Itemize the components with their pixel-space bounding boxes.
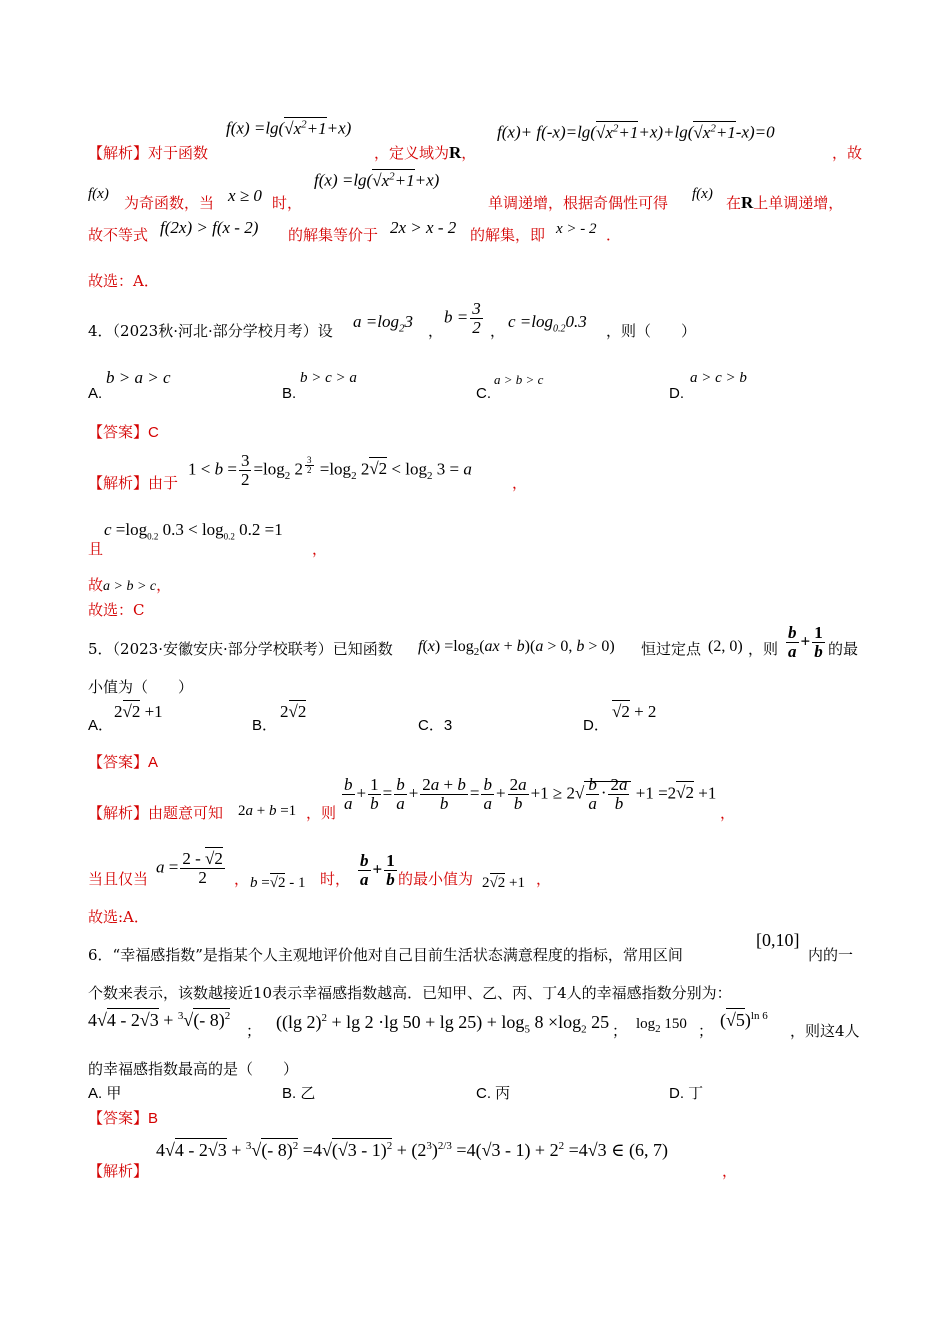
- q6-option-a[interactable]: A. 甲: [88, 1085, 122, 1102]
- q5-option-b[interactable]: B．: [252, 717, 278, 734]
- q3-analysis-line1: 【解析】对于函数: [88, 144, 209, 162]
- q6-option-d[interactable]: D. 丁: [669, 1085, 704, 1102]
- q6-option-c[interactable]: C. 丙: [476, 1085, 511, 1102]
- q5-option-a[interactable]: A．: [88, 717, 114, 734]
- math-odd-check: $f(x)+ f(-x)=\lg(√x^2+1+x)+\lg(√x^2+1-x)=0$: [497, 122, 775, 142]
- q5-option-c[interactable]: C．3: [418, 717, 453, 734]
- analysis-tag: 【解析】: [88, 144, 149, 162]
- math-f-def: $f(x) =\lg(√x^2+1+x)$: [226, 118, 352, 138]
- q4-answer: 【答案】C: [88, 424, 159, 441]
- q4-option-c[interactable]: C.: [476, 385, 491, 402]
- q6-answer: 【答案】B: [88, 1110, 159, 1127]
- q6-stem: 6．“幸福感指数”是指某个人主观地评价他对自己目前生活状态满意程度的指标，常用区间: [88, 946, 683, 964]
- q4-stem: 4．（2023秋·河北·部分学校月考）设: [88, 322, 333, 340]
- q4-option-d[interactable]: D.: [669, 385, 684, 402]
- q5-stem: 5．（2023·安徽安庆·部分学校联考）已知函数: [88, 640, 393, 658]
- q6-option-b[interactable]: B. 乙: [282, 1085, 316, 1102]
- q4-option-a[interactable]: A.: [88, 385, 103, 402]
- q4-option-b[interactable]: B.: [282, 385, 297, 402]
- q3-answer: 故选：A．: [88, 272, 159, 290]
- q5-option-d[interactable]: D．: [583, 717, 609, 734]
- q5-answer: 【答案】A: [88, 754, 159, 771]
